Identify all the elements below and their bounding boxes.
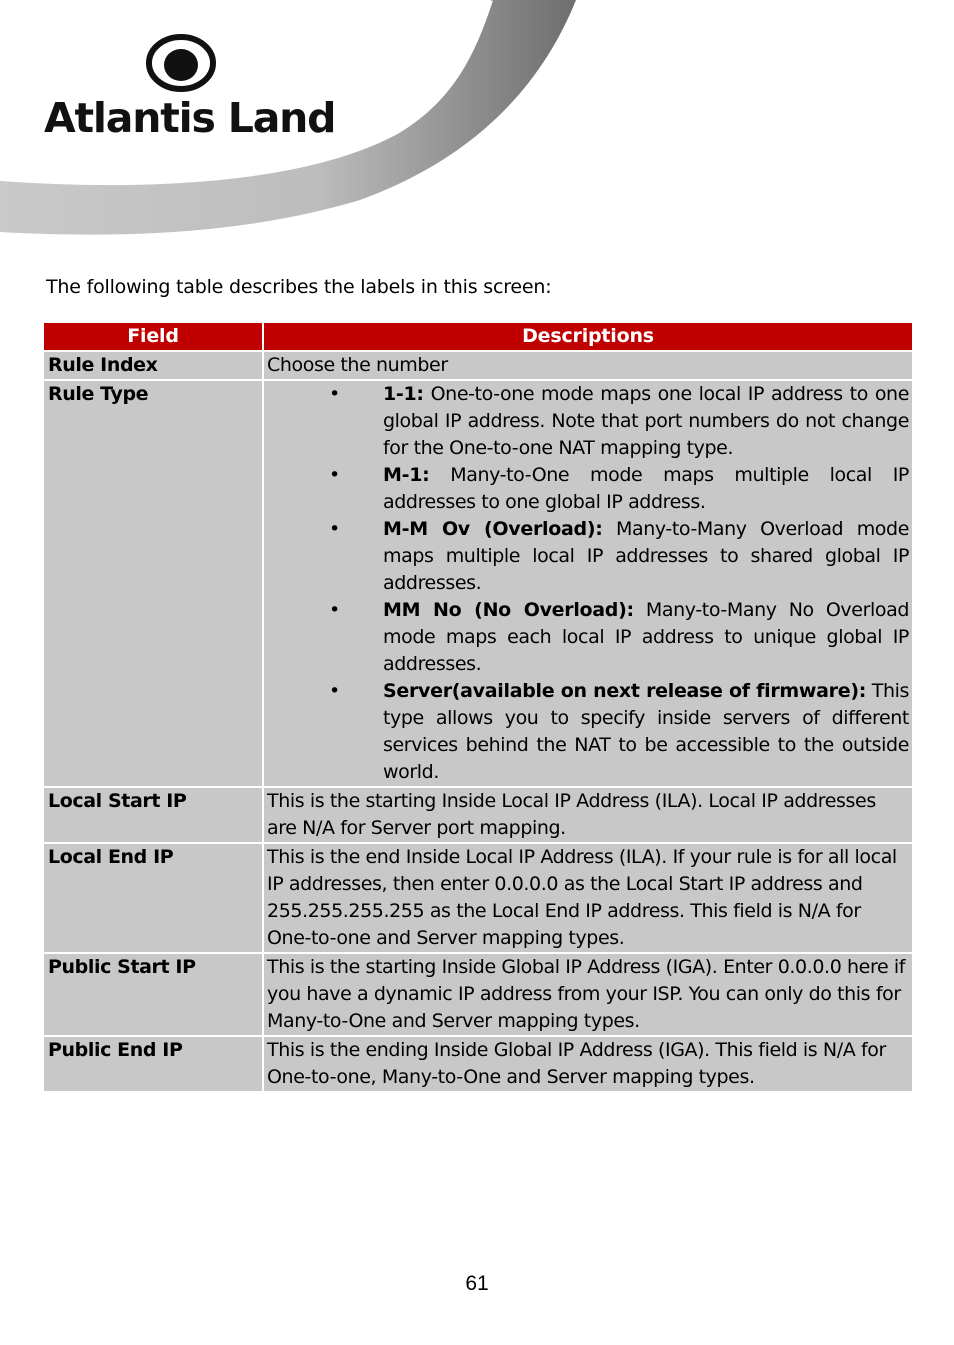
page-header	[0, 0, 954, 240]
bullet-icon: •	[329, 599, 340, 621]
bullet-text: Many-to-Many No Overload mode maps each local IP address to unique global IP addresses.	[383, 599, 909, 675]
page-number: 61	[465, 1272, 489, 1295]
rule-type-list	[267, 381, 909, 786]
bullet-term: M-1:	[383, 464, 430, 486]
field-name: Public End IP	[43, 1036, 263, 1092]
atlantis-logo-icon	[145, 33, 217, 93]
bullet-term: 1-1:	[383, 383, 424, 405]
table-row	[43, 787, 913, 843]
field-description: This is the starting Inside Global IP Address (IGA). Enter 0.0.0.0 here if you have a dynamic IP address from your ISP. You can only do this for Many-to-One and Server mapping types.	[263, 953, 913, 1036]
list-item	[267, 597, 909, 678]
table-row	[43, 380, 913, 787]
field-description: Choose the number	[263, 351, 913, 380]
table-row	[43, 843, 913, 953]
table-row	[43, 1036, 913, 1092]
table-row	[43, 351, 913, 380]
field-description: This is the starting Inside Local IP Address (ILA). Local IP addresses are N/A for Server port mapping.	[263, 787, 913, 843]
intro-text: The following table describes the labels in this screen:	[46, 276, 552, 298]
bullet-text: Many-to-Many Overload mode maps multiple local IP addresses to shared global IP addresses.	[383, 518, 909, 594]
field-description	[263, 380, 913, 787]
bullet-term: MM No (No Overload):	[383, 599, 634, 621]
brand-name: Atlantis Land	[44, 94, 336, 142]
bullet-text: This type allows you to specify inside servers of different services behind the NAT to be accessible to the outside world.	[383, 680, 909, 783]
bullet-icon: •	[329, 464, 340, 486]
table-row	[43, 953, 913, 1036]
bullet-icon: •	[329, 383, 340, 405]
bullet-icon: •	[329, 518, 340, 540]
labels-table	[42, 321, 914, 1093]
table-header-row	[43, 322, 913, 351]
field-description: This is the ending Inside Global IP Address (IGA). This field is N/A for One-to-one, Many-to-One and Server mapping types.	[263, 1036, 913, 1092]
field-name: Rule Index	[43, 351, 263, 380]
field-name: Public Start IP	[43, 953, 263, 1036]
bullet-term: Server(available on next release of firmware):	[383, 680, 867, 702]
field-name: Local End IP	[43, 843, 263, 953]
field-description: This is the end Inside Local IP Address (ILA). If your rule is for all local IP addresses, then enter 0.0.0.0 as the Local Start IP address and 255.255.255.255 as the Local End IP address. This field is N/A for One-to-one and Server mapping types.	[263, 843, 913, 953]
list-item	[267, 462, 909, 516]
list-item	[267, 516, 909, 597]
field-name: Rule Type	[43, 380, 263, 787]
header-descriptions: Descriptions	[263, 322, 913, 351]
bullet-text: One-to-one mode maps one local IP address to one global IP address. Note that port numbers do not change for the One-to-one NAT mapping type.	[383, 383, 909, 459]
bullet-term: M-M Ov (Overload):	[383, 518, 603, 540]
bullet-text: Many-to-One mode maps multiple local IP addresses to one global IP address.	[383, 464, 909, 513]
field-name: Local Start IP	[43, 787, 263, 843]
header-field: Field	[43, 322, 263, 351]
list-item	[267, 678, 909, 786]
bullet-icon: •	[329, 680, 340, 702]
list-item	[267, 381, 909, 462]
